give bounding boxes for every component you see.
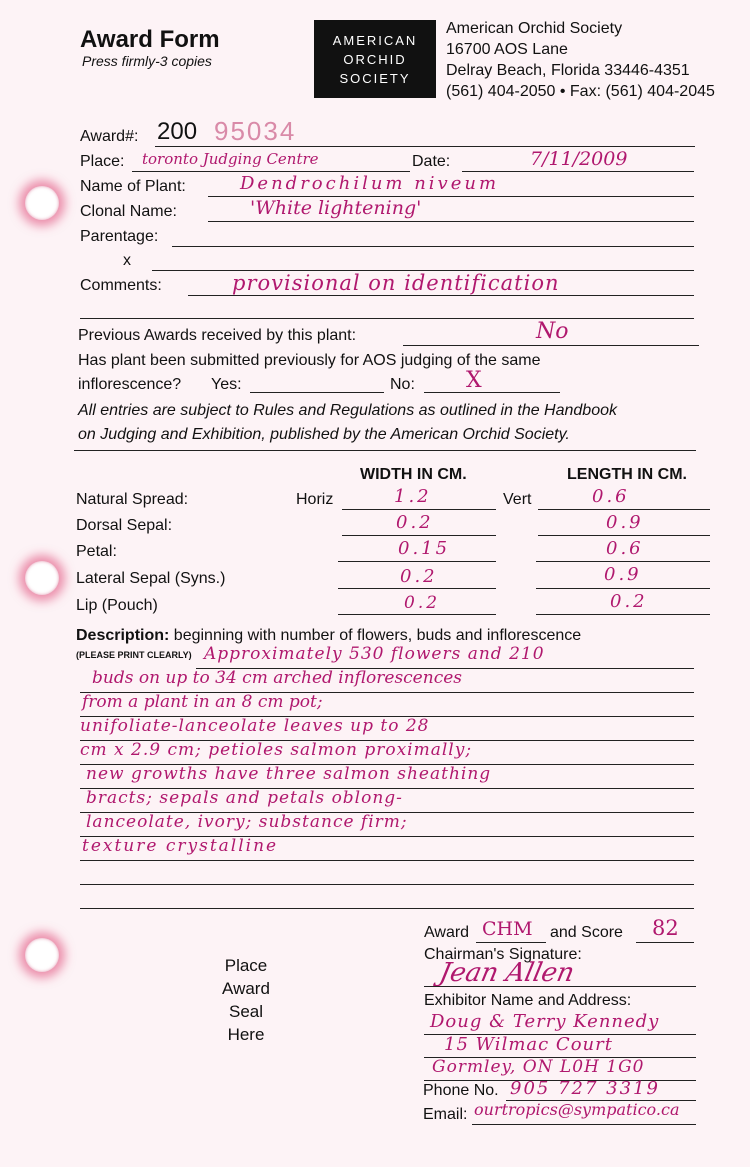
measure-length-line — [538, 535, 710, 536]
exhibitor-line[interactable]: Doug & Terry Kennedy — [430, 1011, 660, 1032]
date-label: Date: — [412, 153, 451, 170]
punch-hole-top — [25, 186, 59, 220]
clonal-name-line — [208, 221, 694, 222]
parentage-cross-label: x — [123, 252, 131, 269]
print-clearly-note: (PLEASE PRINT CLEARLY) — [76, 650, 192, 660]
description-instruction: beginning with number of flowers, buds and inflorescence — [169, 627, 582, 644]
measure-length-value[interactable]: 0.6 — [592, 486, 630, 507]
measure-length-line — [536, 588, 710, 589]
submitted-question-1: Has plant been submitted previously for AOS judging of the same — [78, 352, 541, 369]
previous-awards-label: Previous Awards received by this plant: — [78, 327, 357, 344]
logo-line-3: SOCIETY — [339, 70, 411, 86]
clonal-name-label: Clonal Name: — [80, 203, 177, 220]
submitted-no-line — [424, 392, 560, 393]
exhibitor-line[interactable]: Gormley, ON L0H 1G0 — [432, 1057, 645, 1077]
email-value[interactable]: ourtropics@sympatico.ca — [474, 1100, 680, 1119]
parentage-line — [172, 246, 694, 247]
measure-length-value[interactable]: 0.9 — [606, 512, 644, 533]
form-subtitle: Press firmly-3 copies — [82, 53, 212, 69]
horiz-label: Horiz — [296, 491, 334, 508]
exhibitor-label: Exhibitor Name and Address: — [424, 992, 632, 1009]
measure-width-value[interactable]: 0.2 — [400, 566, 438, 587]
seal-text: Seal — [228, 1002, 264, 1021]
measure-width-line — [338, 561, 496, 562]
description-text-line[interactable]: from a plant in an 8 cm pot; — [82, 692, 323, 712]
description-text-line[interactable]: unifoliate-lanceolate leaves up to 28 — [80, 716, 430, 736]
measure-width-value[interactable]: 0.2 — [404, 593, 441, 613]
measure-width-line — [338, 588, 496, 589]
logo-line-1: AMERICAN — [332, 32, 418, 48]
comments-label: Comments: — [80, 277, 162, 294]
measure-length-line — [536, 561, 710, 562]
award-value[interactable]: CHM — [482, 918, 533, 940]
submitted-yes-label: Yes: — [211, 376, 242, 393]
measure-row-label: Lateral Sepal (Syns.) — [76, 570, 226, 587]
logo-line-2: ORCHID — [343, 51, 407, 67]
seal-text: Place — [224, 956, 268, 975]
measure-length-value[interactable]: 0.9 — [604, 564, 642, 585]
description-label: Description: — [76, 627, 170, 644]
award-seal-placeholder — [218, 954, 274, 1046]
clonal-name-value[interactable]: 'White lightening' — [250, 197, 422, 219]
org-phone-fax: (561) 404-2050 • Fax: (561) 404-2045 — [446, 83, 715, 100]
vert-label: Vert — [503, 491, 532, 508]
seal-text: Here — [227, 1025, 265, 1044]
org-city: Delray Beach, Florida 33446-4351 — [446, 62, 690, 79]
award-number-value: 95034 — [214, 116, 297, 146]
plant-name-label: Name of Plant: — [80, 178, 186, 195]
award-value-line — [476, 942, 546, 943]
score-value[interactable]: 82 — [652, 916, 679, 940]
description-text-line[interactable]: Approximately 530 flowers and 210 — [204, 644, 545, 664]
award-label: Award — [424, 924, 470, 941]
score-label: and Score — [550, 924, 623, 941]
measure-width-value[interactable]: 1.2 — [394, 486, 432, 507]
measure-length-line — [536, 614, 710, 615]
award-number-label: Award#: — [80, 128, 139, 145]
chairman-signature-label: Chairman's Signature: — [424, 946, 582, 963]
org-address — [446, 18, 715, 102]
org-street: 16700 AOS Lane — [446, 41, 568, 58]
phone-value[interactable]: 905 727 3319 — [510, 1078, 660, 1099]
rules-line-2: on Judging and Exhibition, published by the American Orchid Society. — [78, 426, 570, 443]
chairman-signature-line — [424, 986, 696, 987]
measure-length-value[interactable]: 0.2 — [610, 591, 648, 612]
description-text-line[interactable]: cm x 2.9 cm; petioles salmon proximally; — [80, 740, 473, 760]
comments-line — [188, 295, 694, 296]
description-rule — [80, 884, 694, 885]
measure-length-line — [538, 509, 710, 510]
exhibitor-line[interactable]: 15 Wilmac Court — [444, 1034, 613, 1055]
measure-length-value[interactable]: 0.6 — [606, 538, 644, 559]
org-name: American Orchid Society — [446, 20, 623, 37]
measure-row-label: Natural Spread: — [76, 491, 189, 508]
form-title: Award Form — [80, 26, 220, 53]
measure-width-value[interactable]: 0.15 — [398, 538, 451, 559]
length-column-header: LENGTH IN CM. — [567, 466, 687, 483]
description-rule — [80, 908, 694, 909]
place-value[interactable]: toronto Judging Centre — [142, 150, 319, 168]
submitted-yes-line — [250, 392, 384, 393]
measure-width-line — [342, 535, 496, 536]
measure-width-value[interactable]: 0.2 — [396, 512, 434, 533]
email-label: Email: — [423, 1106, 468, 1123]
description-heading — [76, 627, 581, 645]
parentage-label: Parentage: — [80, 228, 159, 245]
place-line — [132, 171, 410, 172]
section-divider — [74, 450, 696, 451]
measure-row-label: Dorsal Sepal: — [76, 517, 173, 534]
seal-text: Award — [222, 979, 270, 998]
email-line — [472, 1124, 696, 1125]
aos-logo — [314, 20, 436, 98]
description-text-line[interactable]: new growths have three salmon sheathing — [86, 764, 492, 784]
measure-width-line — [338, 614, 496, 615]
rules-line-1: All entries are subject to Rules and Regulations as outlined in the Handbook — [78, 402, 617, 419]
award-number-line — [155, 146, 695, 147]
previous-awards-value[interactable]: No — [536, 319, 569, 344]
comments-value[interactable]: provisional on identification — [232, 271, 560, 295]
measure-row-label: Petal: — [76, 543, 117, 560]
submitted-no-label: No: — [390, 376, 415, 393]
measure-row-label: Lip (Pouch) — [76, 597, 158, 614]
place-label: Place: — [80, 153, 125, 170]
description-text-line[interactable]: lanceolate, ivory; substance firm; — [86, 812, 408, 832]
description-text-line[interactable]: texture crystalline — [82, 836, 279, 856]
previous-awards-line — [403, 345, 699, 346]
date-line — [462, 171, 694, 172]
description-text-line[interactable]: bracts; sepals and petals oblong- — [86, 788, 403, 808]
submitted-question-2: inflorescence? — [78, 376, 182, 393]
description-text-line[interactable]: buds on up to 34 cm arched inflorescences — [92, 668, 462, 688]
submitted-no-value[interactable]: X — [466, 368, 482, 393]
chairman-signature[interactable]: Jean Allen — [436, 958, 578, 988]
score-value-line — [636, 942, 694, 943]
width-column-header: WIDTH IN CM. — [360, 466, 467, 483]
punch-hole-middle — [25, 561, 59, 595]
award-number-prefix: 200 — [157, 118, 198, 145]
measure-width-line — [342, 509, 496, 510]
punch-hole-bottom — [25, 938, 59, 972]
date-value[interactable]: 7/11/2009 — [530, 148, 628, 170]
comments-line-2 — [80, 318, 694, 319]
plant-name-value[interactable]: Dendrochilum niveum — [240, 173, 500, 194]
phone-label: Phone No. — [423, 1082, 499, 1099]
description-rule — [80, 860, 694, 861]
